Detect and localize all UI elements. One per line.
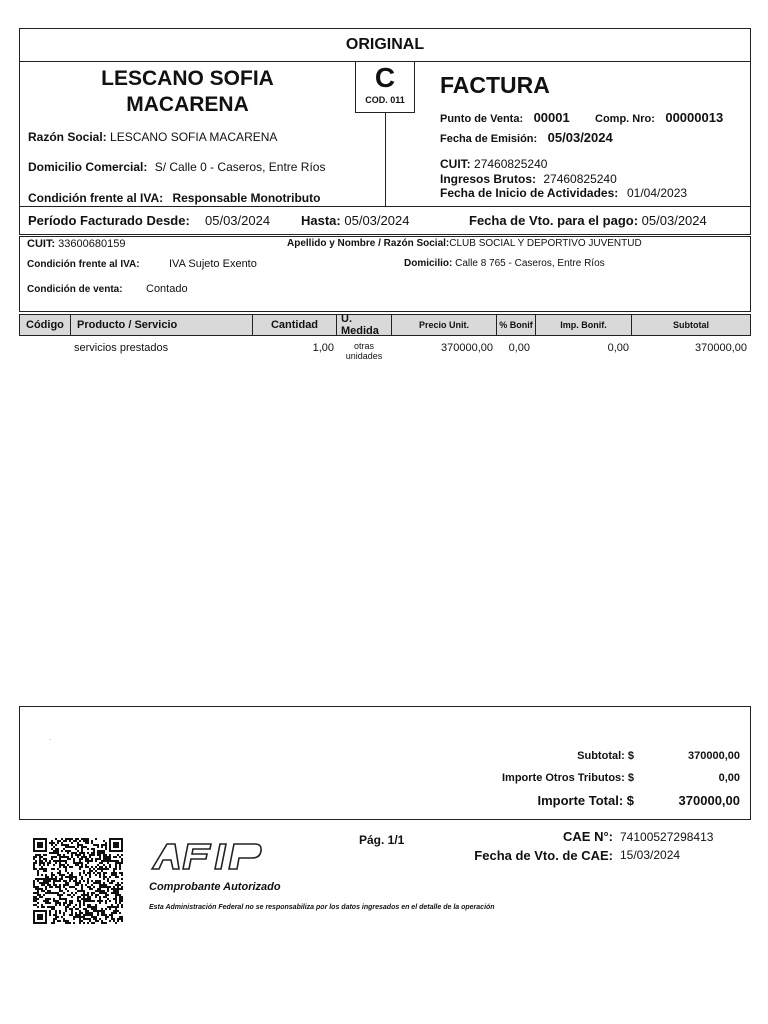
fecha-emision-label: Fecha de Emisión: [440, 133, 538, 145]
col-header-bonif-imp: Imp. Bonif. [535, 314, 632, 336]
issuer-name-line1: LESCANO SOFIA [101, 67, 274, 90]
razon-social-label: Razón Social: [28, 130, 107, 144]
client-nombre-row [287, 238, 642, 249]
cae-vto-label: Fecha de Vto. de CAE: [474, 848, 613, 863]
cell-precio: 370000,00 [441, 342, 493, 354]
cell-unidad [336, 341, 392, 361]
cae-label: CAE N°: [563, 829, 613, 844]
punto-venta-row [440, 109, 570, 127]
cell-cantidad: 1,00 [312, 342, 334, 354]
domicilio-comercial-value: S/ Calle 0 - Caseros, Entre Ríos [154, 160, 326, 174]
inicio-actividades-row [440, 186, 618, 200]
cae-vto-value: 15/03/2024 [620, 848, 681, 862]
issuer-iva-label: Condición frente al IVA: [28, 191, 164, 205]
col-header-unidad: U. Medida [336, 314, 392, 336]
col-header-bonif-pct: % Bonif [496, 314, 536, 336]
issuer-iva-row [28, 191, 320, 205]
razon-social-value: LESCANO SOFIA MACARENA [110, 130, 278, 144]
subtotal-label: Subtotal: $ [577, 750, 634, 762]
header-divider [385, 112, 386, 207]
iibb-label: Ingresos Brutos: [440, 172, 537, 186]
doc-type-code: COD. 011 [365, 95, 405, 105]
comp-nro-row [595, 109, 723, 127]
issuer-domicilio-row [28, 160, 325, 174]
col-header-codigo: Código [19, 314, 71, 336]
copy-label: ORIGINAL [345, 36, 425, 53]
page-number: Pág. 1/1 [359, 833, 405, 847]
client-cuit-row [27, 238, 125, 250]
col-header-producto: Producto / Servicio [70, 314, 253, 336]
domicilio-comercial-label: Domicilio Comercial: [28, 160, 148, 174]
doc-type-letter: C [374, 62, 396, 93]
issuer-cuit-value: 27460825240 [474, 157, 548, 171]
col-header-subtotal: Subtotal [631, 314, 751, 336]
client-nombre-label: Apellido y Nombre / Razón Social: [287, 238, 450, 249]
desde-label: Período Facturado Desde: [28, 213, 190, 228]
inicio-actividades-label: Fecha de Inicio de Actividades: [440, 186, 619, 200]
issuer-name-line2: MACARENA [126, 93, 249, 116]
client-iva-value: IVA Sujeto Exento [169, 258, 257, 270]
qr-code-icon [33, 838, 123, 924]
cell-subtotal: 370000,00 [695, 342, 747, 354]
client-nombre-value: CLUB SOCIAL Y DEPORTIVO JUVENTUD [449, 238, 642, 249]
client-domicilio-value: Calle 8 765 - Caseros, Entre Ríos [455, 258, 605, 269]
client-cuit-value: 33600680159 [58, 238, 126, 250]
desde-value: 05/03/2024 [205, 213, 271, 228]
subtotal-value: 370000,00 [688, 750, 740, 762]
iibb-value: 27460825240 [543, 172, 617, 186]
comprobante-autorizado: Comprobante Autorizado [149, 881, 281, 893]
client-iva-label: Condición frente al IVA: [27, 259, 140, 270]
invoice-title: FACTURA [440, 72, 550, 98]
otros-tributos-value: 0,00 [718, 772, 740, 784]
col-header-cantidad: Cantidad [252, 314, 337, 336]
iibb-row [440, 172, 617, 186]
cell-bonif-pct: 0,00 [508, 342, 530, 354]
col-header-precio: Precio Unit. [391, 314, 497, 336]
client-cuit-label: CUIT: [27, 238, 56, 250]
comp-nro-label: Comp. Nro: [595, 113, 655, 125]
cell-bonif-imp: 0,00 [607, 342, 629, 354]
punto-venta-label: Punto de Venta: [440, 113, 524, 125]
comp-nro-value: 00000013 [665, 110, 724, 125]
hasta-label: Hasta: [301, 213, 341, 228]
client-domicilio-row [404, 258, 605, 269]
inicio-actividades-value: 01/04/2023 [627, 186, 688, 200]
punto-venta-value: 00001 [533, 110, 570, 125]
issuer-cuit-row [440, 157, 547, 171]
afip-logo [49, 740, 265, 872]
vto-pago-value: 05/03/2024 [641, 213, 707, 228]
cell-unidad-line2: unidades [345, 351, 383, 361]
afip-logo-text: AFIP [49, 740, 52, 741]
vto-pago-row [469, 213, 707, 228]
disclaimer: Esta Administración Federal no se responsabiliza por los datos ingresados en el detalle de la operación [149, 904, 495, 911]
hasta-value: 05/03/2024 [344, 213, 410, 228]
total-label: Importe Total: $ [537, 793, 634, 808]
cell-producto: servicios prestados [74, 342, 169, 354]
otros-tributos-label: Importe Otros Tributos: $ [501, 772, 634, 784]
issuer-iva-value: Responsable Monotributo [172, 191, 321, 205]
hasta-row [301, 213, 409, 228]
condicion-venta-value: Contado [146, 283, 188, 295]
vto-pago-label: Fecha de Vto. para el pago: [469, 213, 639, 228]
fecha-emision-value: 05/03/2024 [547, 130, 613, 145]
fecha-emision-row [440, 129, 613, 147]
issuer-cuit-label: CUIT: [440, 157, 471, 171]
client-domicilio-label: Domicilio: [404, 258, 453, 269]
condicion-venta-label: Condición de venta: [27, 284, 123, 295]
cae-value: 74100527298413 [620, 830, 714, 844]
total-value: 370000,00 [678, 793, 740, 808]
cell-unidad-line1: otras [353, 341, 374, 351]
issuer-razon-social-row [28, 130, 277, 144]
